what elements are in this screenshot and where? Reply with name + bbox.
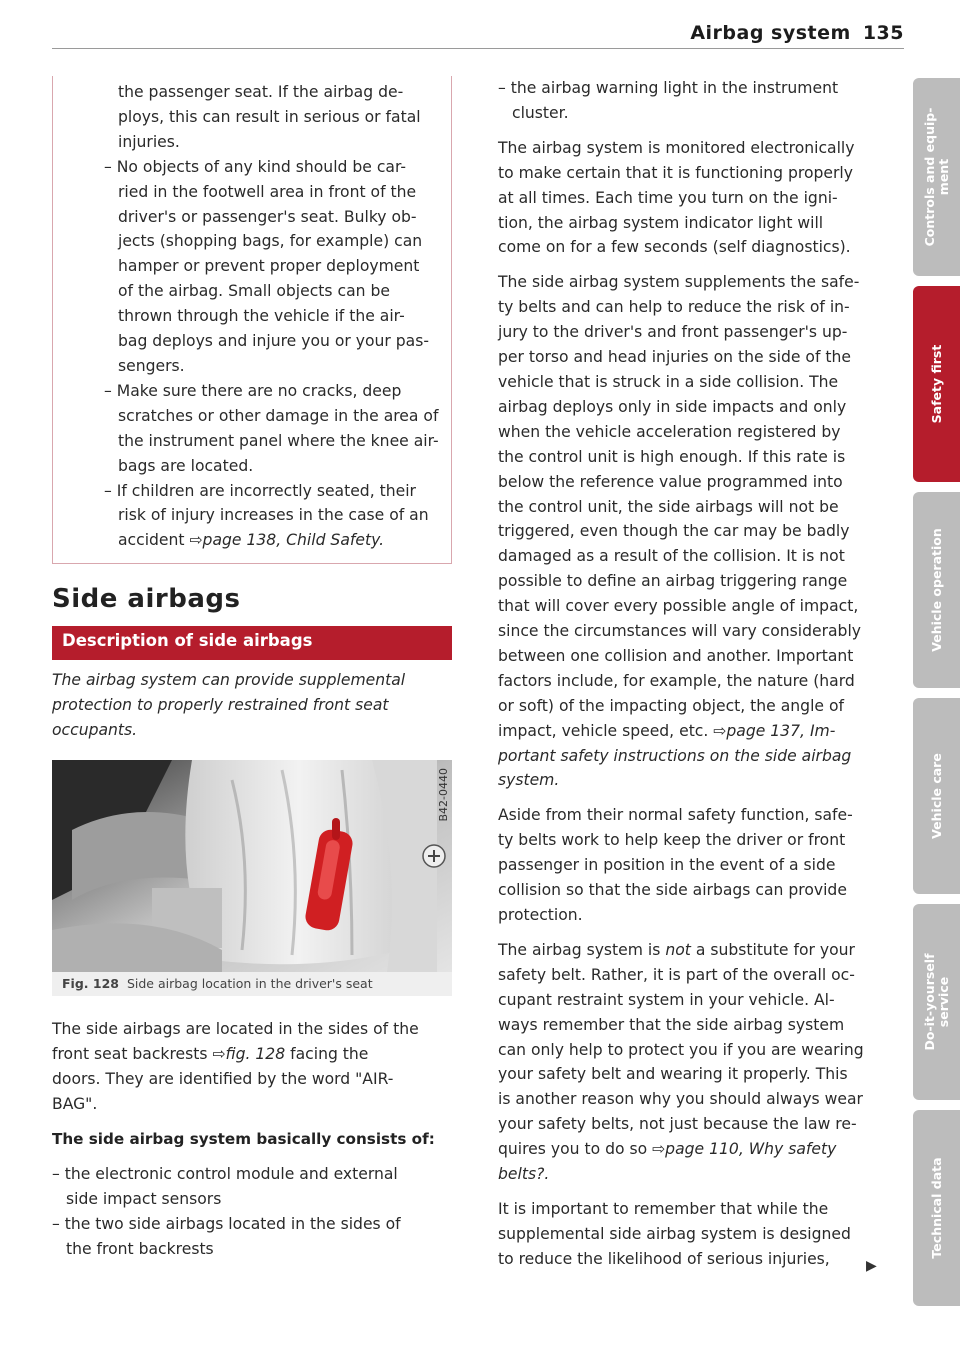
- component-list: – the electronic control module and external side impact sensors – the two side airbags located in the sides of the front backrests: [52, 1162, 456, 1262]
- list-item: – the two side airbags located in the sides of: [52, 1214, 401, 1233]
- warning-line: the passenger seat. If the airbag de-: [118, 83, 404, 101]
- seat-illustration: [52, 760, 452, 972]
- warning-line: of the airbag. Small objects can be: [118, 282, 390, 301]
- cross-reference-link[interactable]: ⇨page 138, Child Safety.: [189, 531, 385, 550]
- figure-caption-text: Side airbag location in the driver's seat: [126, 976, 373, 991]
- warning-line: bag deploys and injure you or your pas-: [118, 332, 429, 351]
- section-title: Side airbags: [52, 584, 241, 614]
- warning-line: jects (shopping bags, for example) can: [118, 232, 423, 251]
- cross-reference-link[interactable]: ⇨page 110, Why safety: [652, 1140, 837, 1159]
- warning-item: – Make sure there are no cracks, deep: [104, 381, 402, 400]
- tab-do-it-yourself-service[interactable]: Do-it-yourself service: [913, 904, 960, 1100]
- header-rule: [52, 48, 904, 49]
- warning-line: sengers.: [118, 356, 185, 375]
- intro-text: The airbag system can provide supplemental protection to properly restrained front seat occupants.: [52, 671, 406, 739]
- warning-line: ploys, this can result in serious or fatal: [118, 107, 421, 126]
- header-section-title: Airbag system: [690, 22, 851, 44]
- warning-line: scratches or other damage in the area of: [118, 406, 439, 425]
- figure-side-airbag-seat: [52, 760, 452, 972]
- running-header: [690, 22, 904, 44]
- tab-vehicle-care[interactable]: Vehicle care: [913, 698, 960, 894]
- list-item: – the electronic control module and external: [52, 1165, 398, 1183]
- subsection-title: Description of side airbags: [62, 631, 313, 650]
- warning-line: hamper or prevent proper deployment: [118, 257, 420, 276]
- warning-line: risk of injury increases in the case of an: [118, 506, 429, 525]
- warning-line: ried in the footwell area in front of the: [118, 182, 417, 201]
- cross-reference-link[interactable]: ⇨page 137, Im-: [713, 721, 836, 740]
- warning-box-text: [72, 80, 444, 553]
- warning-line: bags are located.: [118, 456, 254, 475]
- left-body-text: The side airbags are located in the sides of the front seat backrests ⇨fig. 128 facing the doors. They are identified by the word "AIR- BAG".: [52, 1020, 419, 1113]
- warning-line: accident ⇨page 138, Child Safety.: [118, 531, 385, 550]
- list-heading: The side airbag system basically consists of:: [52, 1130, 435, 1148]
- list-item: – the airbag warning light in the instrument: [498, 79, 839, 97]
- warning-item: – If children are incorrectly seated, their: [104, 481, 416, 500]
- tab-vehicle-operation[interactable]: Vehicle operation: [913, 492, 960, 688]
- figure-cross-reference[interactable]: ⇨fig. 128: [212, 1044, 286, 1063]
- figure-label: Fig. 128: [62, 976, 119, 991]
- figure-code: B42-0440: [437, 768, 450, 822]
- page-number: 135: [862, 22, 904, 44]
- warning-line: injuries.: [118, 132, 180, 151]
- right-column-text: – the airbag warning light in the instrument cluster. The airbag system is monitored electronically to make certain that it is functioning properly at all times. Each time you turn on the igni- tion, the airbag system indicator light will come on for a few seconds (self diagnostics). The side airbag system supplements the safe- ty belts and can help to reduce the risk of in- jury to the driver's and front passenger's up- per torso and head injuries on the side of the vehicle that is struck in a side collision. The airbag deploys only in side impacts and only when the vehicle acceleration registered by the control unit is high enough. If this rate is below the reference value programmed into the control unit, the side airbags will not be triggered, even though the car may be badly damaged as a result of the collision. It is not possible to define an airbag triggering range that will cover every possible angle of impact, since the circumstances will vary considerably between one collision and another. Important factors include, for example, the nature (hard or soft) of the impacting object, the angle of impact, vehicle speed, etc. ⇨page 137, Im- portant safety instructions on the side airbag system. Aside from their normal safety function, safe- ty belts work to help keep the driver or front passenger in position in the event of a side collision so that the side airbags can provide protection. The airbag system is not a substitute for your safety belt. Rather, it is part of the overall oc- cupant restraint system in your vehicle. Al- ways remember that the side airbag system can only help to protect you if you are wearing your safety belt and wearing it properly. This is another reason why you should always wear your safety belts, not just because the law re- quires you to do so ⇨page 110, Why safety belts?. It is important to remember that while the supplemental side airbag system is designed to reduce the likelihood of serious injuries,: [498, 76, 870, 1272]
- tab-technical-data[interactable]: Technical data: [913, 1110, 960, 1306]
- warning-line: driver's or passenger's seat. Bulky ob-: [118, 207, 417, 226]
- warning-item: – No objects of any kind should be car-: [104, 157, 406, 176]
- continue-arrow-icon: ▶: [866, 1258, 877, 1274]
- tab-safety-first[interactable]: Safety first: [913, 286, 960, 482]
- figure-caption: [62, 976, 373, 991]
- warning-line: the instrument panel where the knee air-: [118, 431, 439, 450]
- tab-controls-and-equipment[interactable]: Controls and equip- ment: [913, 78, 960, 276]
- warning-line: thrown through the vehicle if the air-: [118, 307, 405, 326]
